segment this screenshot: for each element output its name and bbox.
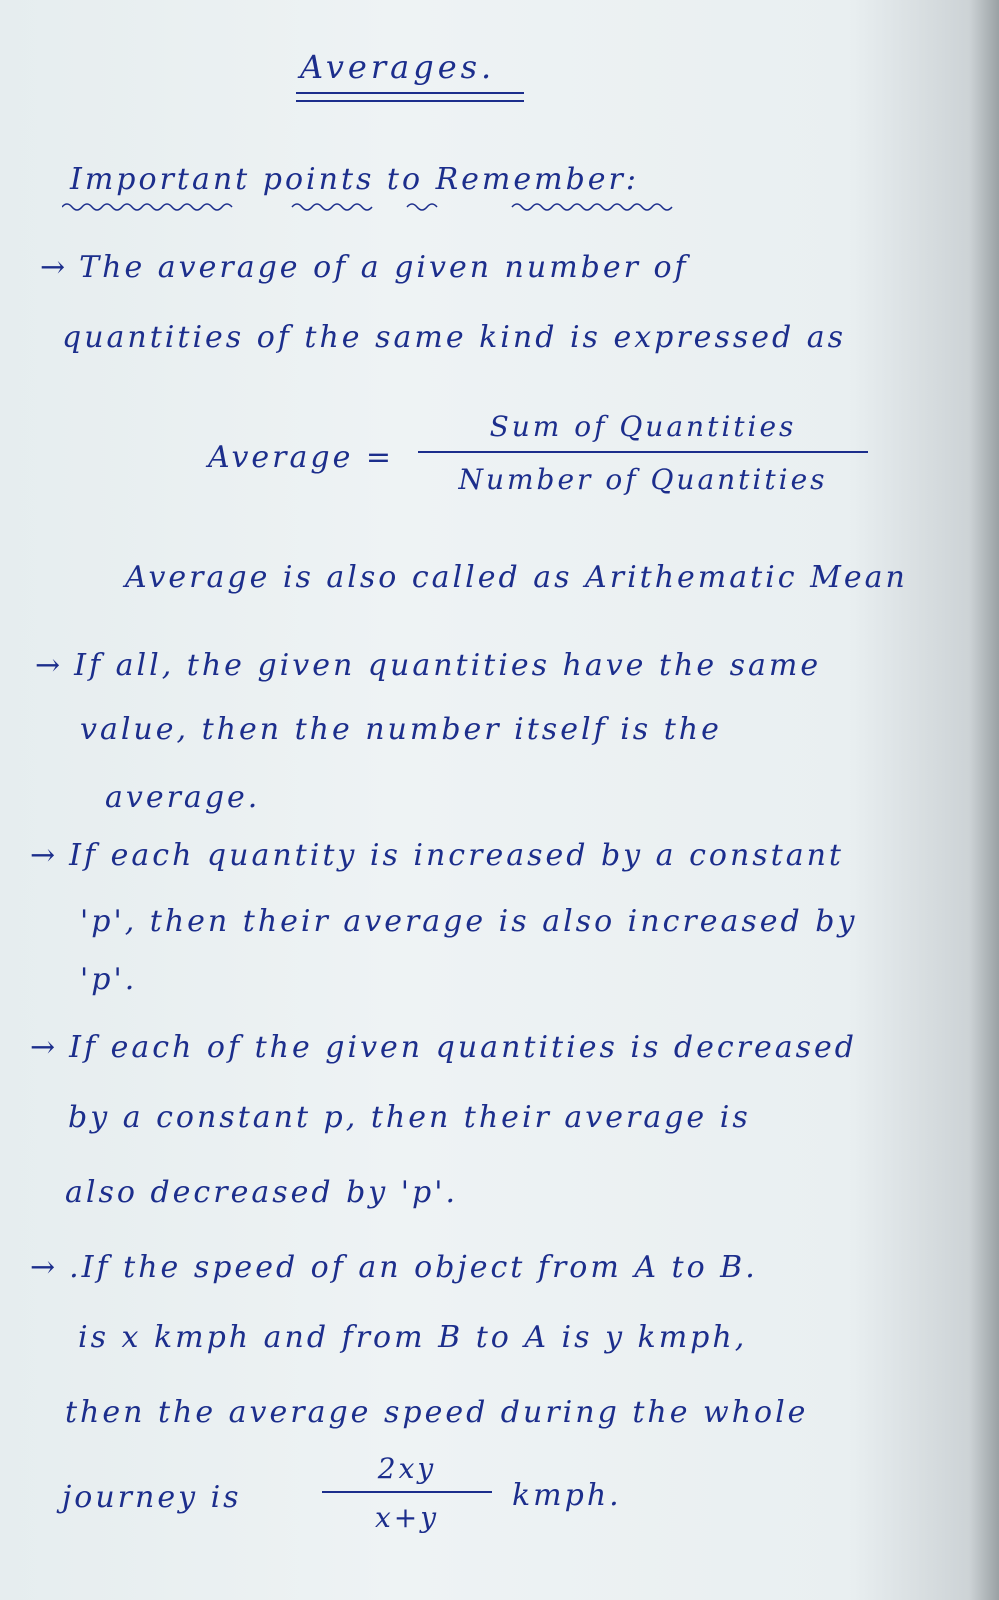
arrow-icon: → — [35, 648, 61, 683]
fraction-bar — [418, 451, 868, 453]
point-1-line-1: → The average of a given number of — [40, 250, 689, 285]
speed-denominator: x+y — [374, 1501, 440, 1534]
point-4-line-3: also decreased by 'p'. — [65, 1175, 459, 1210]
point-5-line-1: → .If the speed of an object from A to B. — [30, 1250, 758, 1285]
average-formula-fraction — [418, 410, 868, 496]
point-4-line-2: by a constant p, then their average is — [68, 1100, 751, 1135]
arrow-icon: → — [30, 838, 56, 873]
point-5-line-2: is x kmph and from B to A is y kmph, — [78, 1320, 748, 1355]
arrow-icon: → — [40, 250, 66, 285]
point-2-line-3: average. — [105, 780, 261, 815]
point-3-line-1: → If each quantity is increased by a constant — [30, 838, 844, 873]
speed-formula-fraction — [322, 1452, 492, 1534]
page-title: Averages. — [300, 48, 496, 86]
point-3-line-3: 'p'. — [80, 962, 138, 997]
point-4-line-1: → If each of the given quantities is decreased — [30, 1030, 857, 1065]
speed-numerator: 2xy — [377, 1452, 437, 1485]
arrow-icon: → — [30, 1250, 56, 1285]
point-5-line-3: then the average speed during the whole — [65, 1395, 809, 1430]
heading-squiggle-underline — [62, 200, 702, 214]
speed-unit: kmph. — [512, 1478, 622, 1513]
fraction-bar — [322, 1491, 492, 1493]
point-5-line-4: journey is — [62, 1480, 242, 1515]
title-double-underline — [296, 92, 524, 102]
formula-denominator: Number of Quantities — [458, 463, 828, 496]
formula-numerator: Sum of Quantities — [489, 410, 797, 443]
formula-lhs: Average = — [208, 440, 395, 475]
point-3-line-2: 'p', then their average is also increased by — [80, 904, 858, 939]
point-2-line-1: → If all, the given quantities have the same — [35, 648, 822, 683]
point-2-line-2: value, then the number itself is the — [80, 712, 722, 747]
point-1-line-2: quantities of the same kind is expressed as — [62, 320, 847, 355]
section-heading: Important points to Remember: — [70, 162, 639, 197]
arrow-icon: → — [30, 1030, 56, 1065]
also-called-line: Average is also called as Arithematic Mean — [125, 560, 908, 595]
